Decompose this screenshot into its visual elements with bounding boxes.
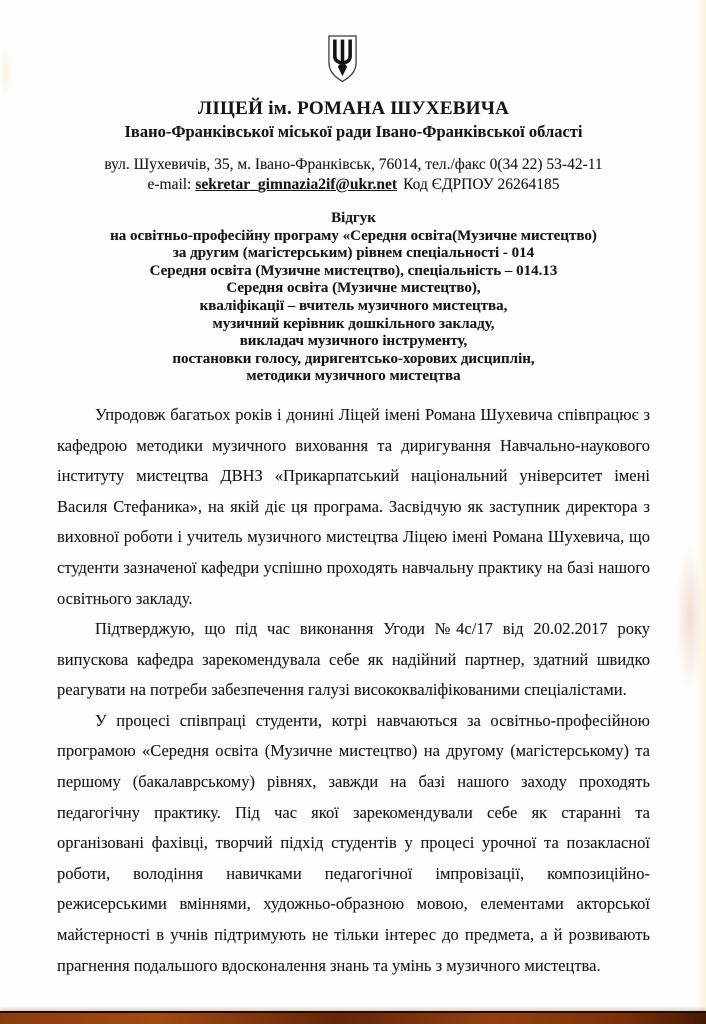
title-line: методики музичного мистецтва (246, 368, 461, 385)
email-address: sekretar_gimnazia2if@ukr.net (195, 176, 398, 193)
title-line: за другим (магістерським) рівнем спеціальності - 014 (172, 245, 535, 262)
document-title-block (57, 210, 650, 386)
title-line: постановки голосу, диригентсько-хорових дисциплін, (172, 350, 535, 367)
org-subtitle: Івано-Франківської міської ради Івано-Франківської області (124, 122, 583, 141)
registry-code: Код ЄДРПОУ 26264185 (403, 176, 560, 193)
title-line: кваліфікації – вчитель музичного мистецтва, (199, 297, 508, 314)
body-paragraph: Упродовж багатьох років і донині Ліцей імені Романа Шухевича співпрацює з кафедрою методики музичного виховання та диригування Навчально-наукового інституту мистецтва ДВНЗ «Прикарпатський національний університет імені Василя Стефаника», на якій діє ця програма. Засвідчую як заступник директора з виховної роботи і учитель музичного мистецтва Ліцею імені Романа Шухевича, що студенти зазначеної кафедри успішно проходять навчальну практику на базі нашого освітнього закладу. (57, 404, 650, 608)
document-body (57, 400, 650, 981)
title-line: музичний керівник дошкільного закладу, (212, 315, 495, 332)
title-line: Середня освіта (Музичне мистецтво), спеціальність – 014.13 (149, 262, 558, 279)
body-paragraph: У процесі співпраці студенти, котрі навчаються за освітньо-професійною програмою «Середня освіта (Музичне мистецтво) на другому (магістерському) та першому (бакалаврському) рівнях, завжди на базі нашого заходу проходять педагогічну практику. Під час якої зарекомендували себе як старанні та організовані фахівці, творчий підхід студентів у процесі урочної та позакласної роботи, володіння навичками педагогічної імпровізації, композиційно-режисерськими вміннями, художньо-образною мовою, елементами акторської майстерності в учнів підтримують не тільки інтерес до предмета, а й розвивають прагнення подальшого вдосконалення знань та умінь з музичного мистецтва. (57, 710, 650, 975)
title-line: Відгук (331, 210, 376, 226)
title-line: на освітньо-професійну програму «Середня освіта(Музичне мистецтво) (110, 227, 597, 244)
title-line: викладач музичного інструменту, (239, 333, 468, 350)
title-line: Середня освіта (Музичне мистецтво), (226, 280, 481, 297)
ukraine-trident-icon (326, 34, 359, 84)
email-line (57, 175, 650, 195)
org-name: ЛІЦЕЙ ім. РОМАНА ШУХЕВИЧА (197, 98, 510, 119)
email-label: e-mail: (147, 176, 192, 193)
body-paragraph: Підтверджую, що під час виконання Угоди №4с/17 від 20.02.2017 року випускова кафедра зарекомендувала себе як надійний партнер, здатний швидко реагувати на потреби забезпечення галузі висококваліфікованими спеціалістами. (57, 619, 650, 700)
address-line: вул. Шухевичів, 35, м. Івано-Франківськ, 76014, тел./факс 0(34 22) 53-42-11 (104, 156, 603, 173)
scan-table-edge (0, 1011, 706, 1024)
